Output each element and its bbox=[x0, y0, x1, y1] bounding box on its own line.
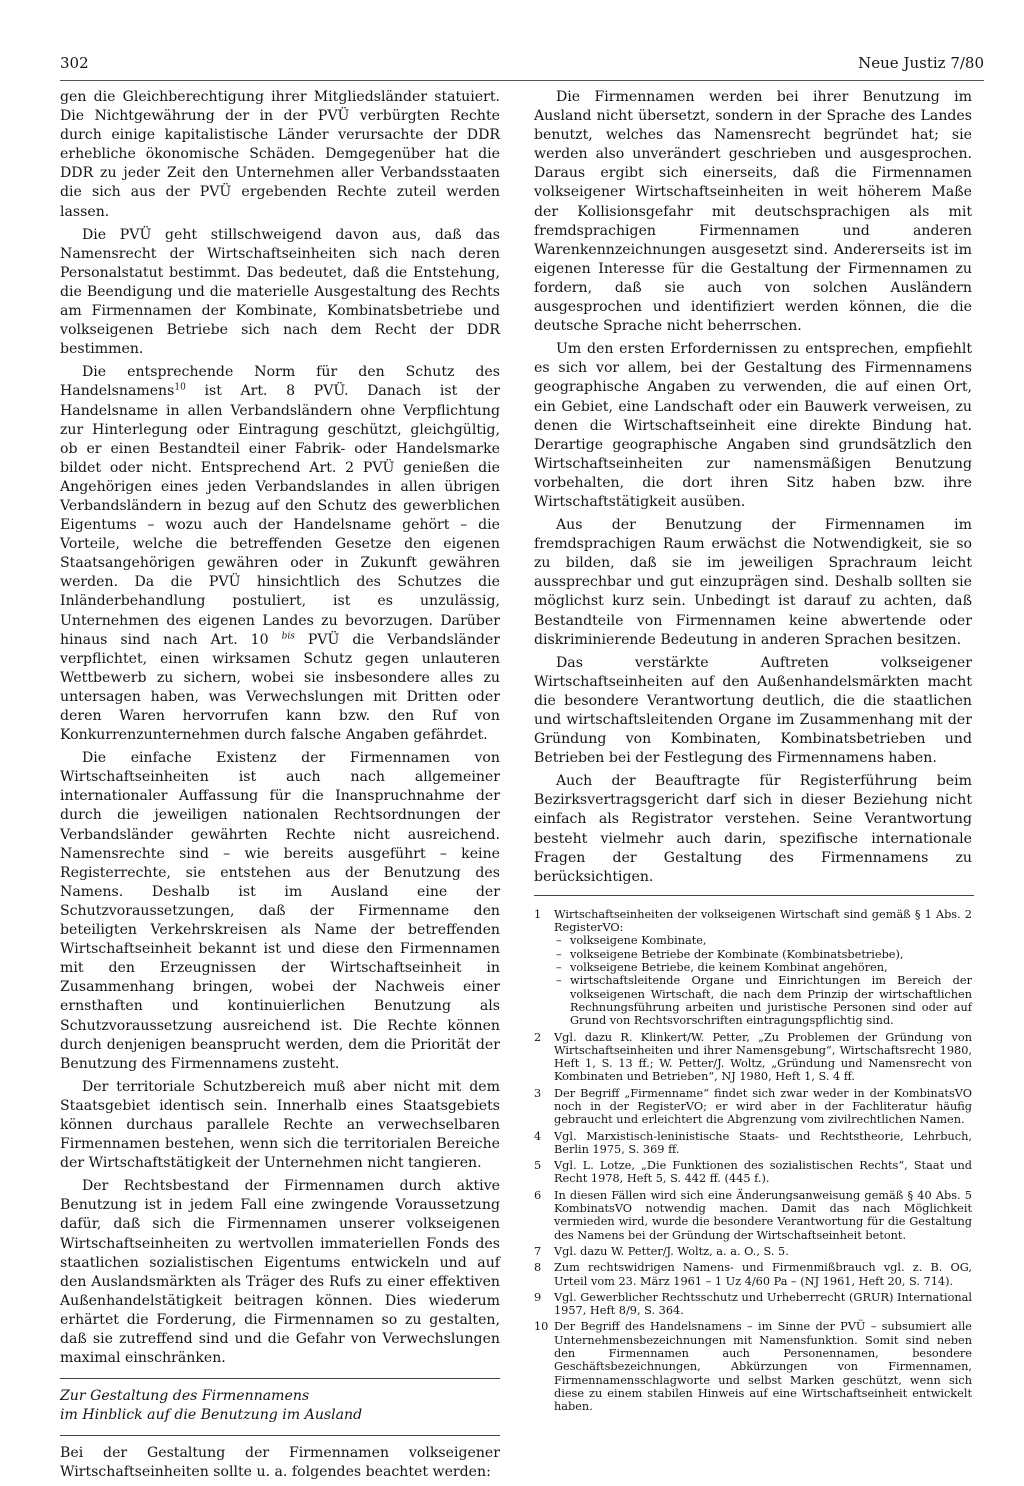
section-rule bbox=[60, 1378, 500, 1379]
footnote-number: 9 bbox=[534, 1290, 542, 1304]
footnote-number: 5 bbox=[534, 1159, 542, 1173]
bis-marker: bis bbox=[281, 630, 295, 641]
footnote-number: 1 bbox=[534, 907, 542, 921]
footnote-list bbox=[554, 934, 972, 1027]
footnote-text: Vgl. dazu W. Petter/J. Woltz, a. a. O., S. 5. bbox=[554, 1244, 789, 1258]
footnote bbox=[534, 1130, 972, 1157]
paragraph: gen die Gleichberechtigung ihrer Mitgliedsländer statuiert. Die Nichtgewährung der in der PVÜ verbürgten Rechte durch einige kapitalistische Länder verursachte der DDR erhebliche ökonomische Schäden. Demgegenüber hat die DDR zu jeder Zeit den Unternehmen aller Verbandsstaaten die sich aus der PVÜ ergebenden Rechte zuteil werden lassen. bbox=[60, 89, 500, 220]
paragraph: Aus der Benutzung der Firmennamen im fremdsprachigen Raum erwächst die Notwendigkeit, sie so zu bilden, daß sie im jeweiligen Sprachraum leicht aussprechbar und gut einzuprägen sind. Deshalb sollten sie möglichst kurz sein. Unbedingt ist darauf zu achten, daß Bestandteile von Firmennamen keine abwertende oder diskriminierende Bedeutung in anderen Sprachen besitzen. bbox=[534, 517, 972, 648]
paragraph: Auch der Beauftragte für Registerführung beim Bezirksvertragsgericht darf sich in dieser Beziehung nicht einfach als Registrator verstehen. Seine Verantwortung besteht vielmehr auch darin, spezifische internationale Fragen der Gestaltung des Firmennamens zu berücksichtigen. bbox=[534, 773, 972, 885]
footnote bbox=[534, 1031, 972, 1084]
list-item: – volkseigene Kombinate, bbox=[554, 934, 972, 947]
paragraph: Die einfache Existenz der Firmennamen von Wirtschaftseinheiten ist auch nach allgemeiner internationaler Auffassung für die Inanspruchnahme der durch die jeweiligen nationalen Rechtsordnungen der Verbandsländer gewährten Rechte nicht ausreichend. Namensrechte sind – wie bereits ausgeführt – keine Registerrechte, sie entstehen aus der Benutzung des Namens. Deshalb ist im Ausland eine der Schutzvoraussetzungen, daß der Firmenname den beteiligten Verkehrskreisen als Name der betreffenden Wirtschaftseinheit bekannt ist und diese den Firmennamen mit den Erzeugnissen der Wirtschaftseinheit in Zusammenhang bringen, wobei der Nachweis einer ernsthaften und kontinuierlichen Benutzung als Schutzvoraussetzung ausreichend ist. Die Rechte können durch denjenigen beansprucht werden, dem die Priorität der Benutzung des Firmennamens zusteht. bbox=[60, 750, 500, 1072]
list-item: – volkseigene Betriebe der Kombinate (Kombinatsbetriebe), bbox=[554, 948, 972, 961]
footnotes bbox=[534, 908, 972, 1414]
list-item: – wirtschaftsleitende Organe und Einrichtungen im Bereich der volkseigenen Wirtschaft, die nach dem Prinzip der wirtschaftlichen Rechnungsführung arbeiten und juristische Personen sind oder auf Grund von Rechtsvorschriften eintragungspflichtig sind. bbox=[554, 974, 972, 1027]
footnote-number: 10 bbox=[534, 1320, 549, 1334]
footnote-number: 4 bbox=[534, 1129, 542, 1143]
footnote bbox=[534, 1087, 972, 1127]
footnote bbox=[534, 1189, 972, 1242]
subheading-line: Zur Gestaltung des Firmennamens bbox=[60, 1388, 310, 1405]
footnote bbox=[534, 1159, 972, 1186]
paragraph: Der territoriale Schutzbereich muß aber nicht mit dem Staatsgebiet identisch sein. Innerhalb eines Staatsgebiets können durchaus parallele Rechte an verwechselbaren Firmennamen bestehen, wenn sich die territorialen Bereiche der Wirtschaftstätigkeit der Unternehmen nicht tangieren. bbox=[60, 1078, 500, 1172]
page-header bbox=[60, 54, 984, 76]
footnote-text: Der Begriff des Handelsnamens – im Sinne der PVÜ – subsumiert alle Unternehmensbezeichnungen mit Namensfunktion. Somit sind neben den Firmennamen auch Personennamen, besondere Geschäftsbezeichnungen, Abkürzungen von Firmennamen, Firmennamensschlagworte und selbst Marken geschützt, wenn sich diese zu einem stabilen Hinweis auf eine Wirtschaftseinheit entwickelt haben. bbox=[554, 1320, 972, 1414]
footnote-ref: 10 bbox=[174, 382, 186, 393]
footnote-text: Vgl. Gewerblicher Rechtsschutz und Urheberrecht (GRUR) International 1957, Heft 8/9, S. 364. bbox=[554, 1290, 972, 1318]
journal-issue: Neue Justiz 7/80 bbox=[858, 54, 984, 72]
footnote-text: Wirtschaftseinheiten der volkseigenen Wirtschaft sind gemäß § 1 Abs. 2 RegisterVO: bbox=[554, 907, 972, 935]
footnote-text: Der Begriff „Firmenname“ findet sich zwar weder in der KombinatsVO noch in der RegisterVO; er wird aber in der Fachliteratur häufig gebraucht und erleichtert die Abgrenzung vom zivilrechtlichen Namen. bbox=[554, 1086, 972, 1127]
paragraph: Der Rechtsbestand der Firmennamen durch aktive Benutzung ist in jedem Fall eine zwingende Voraussetzung dafür, daß sich die Firmennamen unserer volkseigenen Wirtschaftseinheiten zu wertvollen immateriellen Fonds des staatlichen sozialistischen Eigentums entwickeln und auf den Auslandsmärkten als Träger des Rufs zu einer effektiven Außenhandelstätigkeit beitragen können. Dies wiederum erhärtet die Forderung, die Firmennamen so zu gestalten, daß sie zutreffend sind und die Gefahr von Verwechslungen maximal einschränken. bbox=[60, 1178, 500, 1367]
footnote-rule bbox=[534, 895, 974, 896]
section-subheading bbox=[60, 1387, 500, 1425]
footnote-text: Vgl. dazu R. Klinkert/W. Petter, „Zu Problemen der Gründung von Wirtschaftseinheiten und ihrer Namensgebung“, Wirtschaftsrecht 1980, Heft 1, S. 13 ff.; W. Petter/J. Woltz, „Gründung und Namensrecht von Kombinaten und Betrieben“, NJ 1980, Heft 1, S. 4 ff. bbox=[554, 1030, 972, 1084]
footnote bbox=[534, 1261, 972, 1288]
footnote-number: 8 bbox=[534, 1261, 542, 1275]
footnote-text: Zum rechtswidrigen Namens- und Firmenmißbrauch vgl. z. B. OG, Urteil vom 23. März 1961 – 1 Uz 4/60 Pa – (NJ 1961, Heft 20, S. 714). bbox=[554, 1261, 972, 1288]
footnote-text: In diesen Fällen wird sich eine Änderungsanweisung gemäß § 40 Abs. 5 KombinatsVO notwendig machen. Damit das nach Möglichkeit vermieden wird, wurde die besondere Verantwortung für die Gestaltung des Namens bei der Gründung der Wirtschaftseinheit betont. bbox=[554, 1188, 972, 1242]
right-column bbox=[534, 88, 972, 1417]
paragraph: Die Firmennamen werden bei ihrer Benutzung im Ausland nicht übersetzt, sondern in der Sprache des Landes benutzt, welches das Namensrecht begründet hat; sie werden also unverändert geschrieben und ausgesprochen. Daraus ergibt sich einerseits, daß die Firmennamen volkseigener Wirtschaftseinheiten in weit höherem Maße der Kollisionsgefahr mit deutschsprachigen als mit fremdsprachigen Firmennamen und anderen Warenkennzeichnungen ausgesetzt sind. Andererseits ist im eigenen Interesse für die Gestaltung der Firmennamen zu fordern, daß sie auch von solchen Ausländern ausgesprochen und identifiziert werden können, die die deutsche Sprache nicht beherrschen. bbox=[534, 89, 972, 335]
footnote bbox=[534, 1291, 972, 1318]
footnote-number: 7 bbox=[534, 1244, 542, 1258]
paragraph-text: PVÜ die Verbandsländer verpflichtet, einen wirksamen Schutz gegen unlauteren Wettbewerb zu sichern, wobei sie insbesondere alles zu untersagen haben, was Verwechslungen mit Dritten oder deren Waren hervorrufen kann bzw. den Ruf von Konkurrenzunternehmen durch falsche Angaben gefährdet. bbox=[60, 631, 501, 744]
footnote-number: 3 bbox=[534, 1086, 542, 1100]
footnote-number: 6 bbox=[534, 1188, 542, 1202]
paragraph: Bei der Gestaltung der Firmennamen volkseigener Wirtschaftseinheiten sollte u. a. folgendes beachtet werden: bbox=[60, 1445, 500, 1481]
paragraph-text: Die entsprechende Norm für den Schutz des Handelsnamens bbox=[60, 364, 500, 400]
footnote bbox=[534, 908, 972, 1028]
footnote bbox=[534, 1245, 972, 1258]
section-rule bbox=[60, 1435, 500, 1436]
subheading-line: im Hinblick auf die Benutzung im Ausland bbox=[60, 1407, 363, 1424]
left-column bbox=[60, 88, 500, 1486]
footnote-text: Vgl. Marxistisch-leninistische Staats- und Rechtstheorie, Lehrbuch, Berlin 1975, S. 369 ff. bbox=[554, 1129, 972, 1156]
paragraph: Das verstärkte Auftreten volkseigener Wirtschaftseinheiten auf den Außenhandelsmärkten macht die besondere Verantwortung deutlich, die die staatlichen und wirtschaftsleitenden Organe im Zusammenhang mit der Gründung von Kombinaten, Kombinatsbetrieben und Betrieben bei der Festlegung des Firmennamens haben. bbox=[534, 654, 972, 767]
header-rule bbox=[60, 80, 984, 81]
paragraph: Die PVÜ geht stillschweigend davon aus, daß das Namensrecht der Wirtschaftseinheiten sich nach deren Personalstatut bestimmt. Das bedeutet, daß die Entstehung, die Beendigung und die materielle Ausgestaltung des Rechts am Firmennamen der Kombinate, Kombinatsbetriebe und volkseigenen Betriebe sich nach dem Recht der DDR bestimmen. bbox=[60, 226, 500, 358]
footnote bbox=[534, 1320, 972, 1413]
footnote-number: 2 bbox=[534, 1030, 542, 1044]
footnote-text: Vgl. L. Lotze, „Die Funktionen des sozialistischen Rechts“, Staat und Recht 1978, Heft 5, S. 442 ff. (445 f.). bbox=[554, 1159, 972, 1186]
paragraph: Um den ersten Erfordernissen zu entsprechen, empfiehlt es sich vor allem, bei der Gestaltung des Firmennamens geographische Angaben zu verwenden, die auf einen Ort, ein Gebiet, eine Landschaft oder ein Bauwerk verweisen, zu denen die Wirtschaftseinheit eine direkte Bindung hat. Derartige geographische Angaben sind grundsätzlich den Wirtschaftseinheiten zur namensmäßigen Benutzung vorbehalten, die dort ihren Sitz haben bzw. ihre Wirtschaftstätigkeit ausüben. bbox=[534, 341, 972, 510]
paragraph bbox=[60, 363, 500, 745]
list-item: – volkseigene Betriebe, die keinem Kombinat angehören, bbox=[554, 961, 972, 974]
paragraph-text: ist Art. 8 PVÜ. Danach ist der Handelsname in allen Verbandsländern ohne Verpflichtung zur Hinterlegung oder Eintragung geschützt, gleichgültig, ob er einen Bestandteil einer Fabrik- oder Handelsmarke bildet oder nicht. Entsprechend Art. 2 PVÜ genießen die Angehörigen eines jeden Verbandslandes in allen übrigen Verbandsländern in bezug auf den Schutz des gewerblichen Eigentums – wozu auch der Handelsname gehört – die Vorteile, welche die betreffenden Gesetze den eigenen Staatsangehörigen gewähren oder in Zukunft gewähren werden. Da die PVÜ hinsichtlich des Schutzes die Inländerbehandlung postuliert, ist es unzulässig, Unternehmen des eigenen Landes zu bevorzugen. Darüber hinaus sind nach Art. 10 bbox=[60, 383, 500, 648]
page-number: 302 bbox=[60, 54, 89, 72]
footnote-body bbox=[554, 908, 972, 1028]
